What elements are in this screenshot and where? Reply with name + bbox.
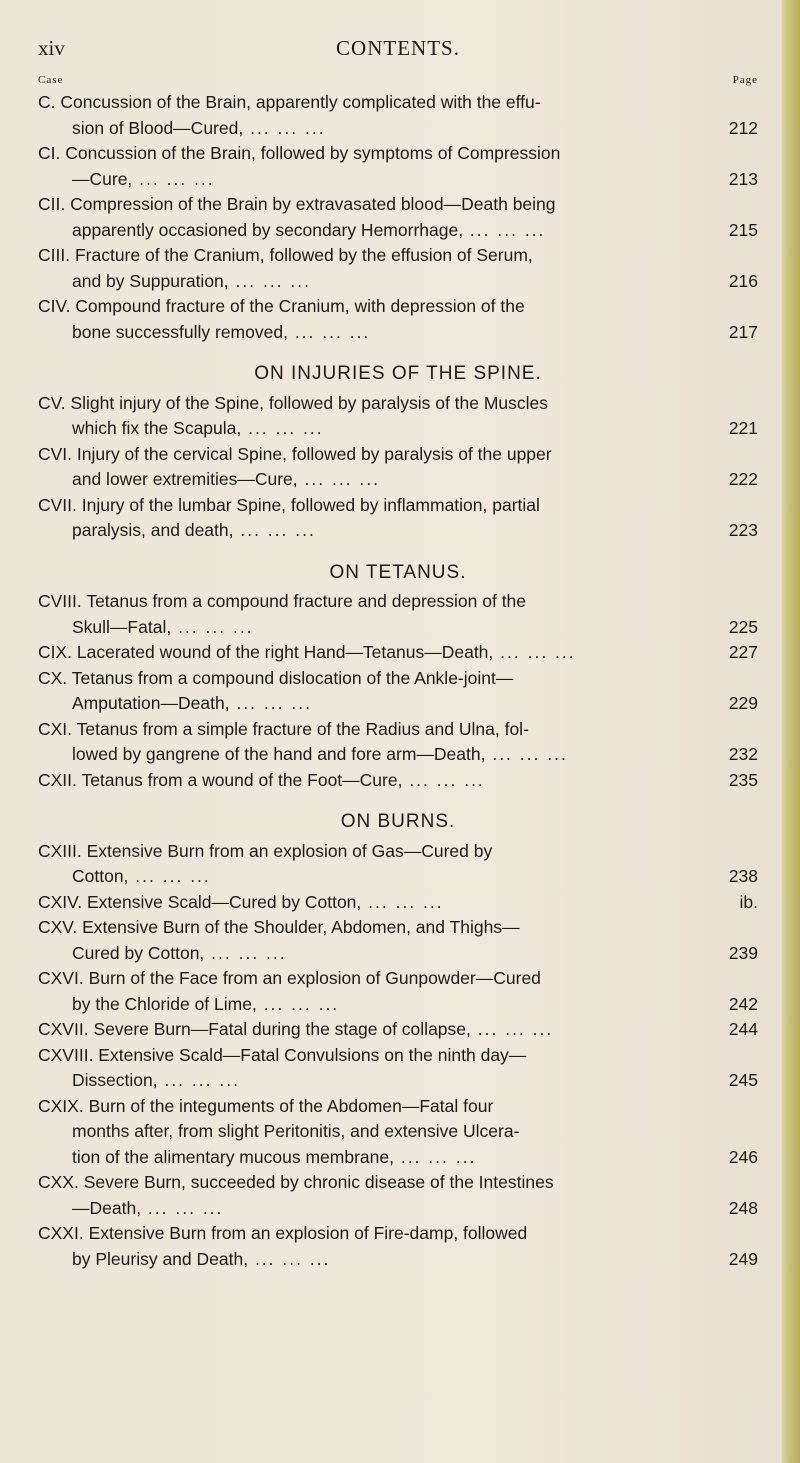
case-number: CXIX.: [38, 1095, 89, 1116]
contents-entry[interactable]: [38, 890, 758, 916]
leader-dots: ... ... ...: [241, 418, 324, 438]
contents-entry[interactable]: [38, 640, 758, 666]
page-number: 249: [728, 1248, 758, 1269]
case-title-line: Burn of the Face from an explosion of Gunpowder—Cured: [88, 968, 541, 988]
page-edge: [782, 0, 800, 1463]
page-number: 225: [728, 616, 758, 637]
case-title-line: apparently occasioned by secondary Hemorrhage,: [72, 219, 464, 240]
contents-entry[interactable]: [38, 966, 758, 1017]
case-title-line: Injury of the cervical Spine, followed by paralysis of the upper: [76, 443, 552, 464]
leader-dots: ... ... ...: [493, 642, 576, 662]
column-labels: [38, 74, 758, 90]
case-title-line: Compression of the Brain by extravasated blood—Death being: [70, 194, 556, 214]
page-number: 223: [728, 520, 758, 540]
page-number: 217: [728, 321, 758, 342]
page-number: ib.: [739, 891, 758, 912]
case-title-line: Dissection,: [72, 1070, 158, 1090]
case-title-line: and lower extremities—Cure,: [72, 469, 298, 489]
case-number: CVII.: [38, 494, 82, 515]
page-number: 222: [728, 469, 758, 489]
case-title-line: Extensive Scald—Fatal Convulsions on the ninth day—: [98, 1044, 527, 1065]
case-number: CXXI.: [38, 1223, 89, 1243]
section-heading: ON INJURIES OF THE SPINE.: [254, 363, 542, 384]
case-title-line: which fix the Scapula,: [72, 418, 242, 438]
leader-dots: ... ... ...: [171, 616, 254, 637]
case-title-line: Extensive Burn of the Shoulder, Abdomen, and Thighs—: [82, 917, 520, 937]
leader-dots: ... ... ...: [233, 520, 316, 540]
contents-entry[interactable]: [38, 1221, 758, 1272]
case-title-line: paralysis, and death,: [72, 520, 234, 540]
contents-entry[interactable]: [38, 1017, 758, 1043]
case-title-line: Cotton,: [72, 866, 129, 886]
case-number: CX.: [38, 667, 72, 688]
case-number: CIII.: [38, 245, 75, 265]
page-number: 239: [728, 942, 758, 963]
case-number: CXV.: [38, 917, 83, 937]
case-title-line: —Death,: [72, 1197, 142, 1218]
page-number: 229: [728, 693, 758, 713]
case-number: CV.: [38, 392, 71, 413]
leader-dots: ... ... ...: [256, 993, 340, 1014]
contents-list: [38, 90, 758, 1272]
case-title-line: Tetanus from a simple fracture of the Radius and Ulna, fol-: [76, 718, 529, 739]
page-number: 235: [728, 769, 758, 790]
section-heading: ON BURNS.: [340, 811, 456, 832]
contents-entry[interactable]: [38, 243, 758, 294]
case-title-line: lowed by gangrene of the hand and fore arm—Death,: [72, 744, 486, 764]
case-title-line: Extensive Burn from an explosion of Gas—Cured by: [86, 840, 493, 861]
running-title: CONTENTS.: [336, 36, 460, 60]
case-title-line: Concussion of the Brain, apparently complicated with the effu-: [60, 92, 541, 112]
page-folio: xiv: [38, 36, 65, 60]
case-number: CIX.: [38, 642, 77, 662]
case-number: C.: [38, 92, 61, 112]
page-number: 248: [728, 1197, 758, 1218]
case-number: CVIII.: [38, 591, 87, 611]
case-title-line: Lacerated wound of the right Hand—Tetanus—Death,: [76, 642, 494, 662]
case-number: CXVII.: [38, 1019, 94, 1039]
page-number: 216: [728, 270, 758, 291]
leader-dots: ... ... ...: [157, 1070, 240, 1090]
case-title-line: Compound fracture of the Cranium, with depression of the: [75, 296, 525, 316]
page-number: 244: [728, 1019, 758, 1039]
case-number: CXIV.: [38, 891, 87, 912]
page-number: 221: [728, 418, 758, 438]
case-number: CII.: [38, 194, 71, 214]
case-column-label: Case: [38, 74, 64, 86]
leader-dots: ... ... ...: [228, 270, 312, 291]
case-title-line: Extensive Burn from an explosion of Fire-damp, followed: [88, 1223, 528, 1243]
leader-dots: ... ... ...: [204, 942, 287, 963]
contents-entry[interactable]: [38, 768, 758, 794]
leader-dots: ... ... ...: [141, 1197, 224, 1218]
contents-entry[interactable]: [38, 1043, 758, 1094]
leader-dots: ... ... ...: [229, 693, 312, 713]
page-number: 245: [728, 1070, 758, 1090]
case-title-line: Cured by Cotton,: [72, 942, 205, 963]
leader-dots: ... ... ...: [361, 891, 444, 912]
leader-dots: ... ... ...: [297, 469, 380, 489]
leader-dots: ... ... ...: [248, 1248, 331, 1269]
case-title-line: Slight injury of the Spine, followed by paralysis of the Muscles: [70, 392, 549, 413]
page-number: 232: [728, 744, 758, 764]
case-title-line: Skull—Fatal,: [72, 616, 172, 637]
case-title-line: Concussion of the Brain, followed by symptoms of Compression: [65, 143, 561, 163]
case-number: CVI.: [38, 443, 77, 464]
case-title-line: Severe Burn—Fatal during the stage of collapse,: [93, 1019, 471, 1039]
case-title-line: months after, from slight Peritonitis, and extensive Ulcera-: [72, 1121, 520, 1141]
case-title-line: —Cure,: [72, 168, 133, 189]
page-header: [38, 36, 758, 66]
page-number: 242: [728, 993, 758, 1014]
contents-entry[interactable]: [38, 839, 758, 890]
page-number: 213: [728, 168, 758, 189]
contents-entry[interactable]: [38, 141, 758, 192]
case-number: CXX.: [38, 1172, 84, 1192]
case-title-line: Tetanus from a compound dislocation of the Ankle-joint—: [71, 667, 514, 688]
contents-entry[interactable]: [38, 294, 758, 345]
contents-entry[interactable]: [38, 717, 758, 768]
leader-dots: ... ... ...: [287, 321, 371, 342]
case-number: CXI.: [38, 718, 77, 739]
leader-dots: ... ... ...: [485, 744, 568, 764]
case-title-line: Extensive Scald—Cured by Cotton,: [86, 891, 362, 912]
leader-dots: ... ... ...: [402, 769, 485, 790]
page-number: 238: [728, 866, 758, 886]
case-title-line: and by Suppuration,: [72, 270, 229, 291]
case-number: CXII.: [38, 769, 82, 790]
leader-dots: ... ... ...: [393, 1146, 477, 1167]
case-title-line: Fracture of the Cranium, followed by the effusion of Serum,: [74, 245, 533, 265]
leader-dots: ... ... ...: [470, 1019, 554, 1039]
case-title-line: sion of Blood—Cured,: [72, 117, 244, 138]
contents-entry[interactable]: [38, 1170, 758, 1221]
case-number: CXVI.: [38, 968, 89, 988]
page-column-label: Page: [732, 74, 758, 86]
contents-entry[interactable]: [38, 391, 758, 442]
case-title-line: bone successfully removed,: [72, 321, 288, 342]
leader-dots: ... ... ...: [243, 117, 326, 138]
case-title-line: by Pleurisy and Death,: [72, 1248, 249, 1269]
page-number: 212: [728, 117, 758, 138]
page-number: 246: [728, 1146, 758, 1167]
case-number: CXIII.: [38, 840, 87, 861]
contents-entry[interactable]: [38, 666, 758, 717]
case-number: CI.: [38, 143, 66, 163]
case-title-line: Burn of the integuments of the Abdomen—Fatal four: [88, 1095, 494, 1116]
case-title-line: by the Chloride of Lime,: [72, 993, 257, 1014]
leader-dots: ... ... ...: [128, 866, 211, 886]
leader-dots: ... ... ...: [132, 168, 215, 189]
contents-entry[interactable]: [38, 493, 758, 544]
case-title-line: tion of the alimentary mucous membrane,: [72, 1146, 394, 1167]
case-number: CXVIII.: [38, 1044, 99, 1065]
case-number: CIV.: [38, 296, 76, 316]
contents-entry[interactable]: [38, 589, 758, 640]
leader-dots: ... ... ...: [463, 219, 546, 240]
page-number: 227: [728, 642, 758, 662]
case-title-line: Tetanus from a wound of the Foot—Cure,: [81, 769, 403, 790]
case-title-line: Severe Burn, succeeded by chronic disease of the Intestines: [83, 1172, 554, 1192]
contents-entry[interactable]: [38, 1094, 758, 1171]
contents-entry[interactable]: [38, 442, 758, 493]
contents-entry[interactable]: [38, 90, 758, 141]
case-title-line: Tetanus from a compound fracture and depression of the: [86, 591, 527, 611]
contents-entry[interactable]: [38, 915, 758, 966]
page-number: 215: [728, 219, 758, 240]
case-title-line: Injury of the lumbar Spine, followed by inflammation, partial: [81, 494, 540, 515]
section-heading: ON TETANUS.: [329, 561, 467, 583]
case-title-line: Amputation—Death,: [72, 693, 230, 713]
contents-entry[interactable]: [38, 192, 758, 243]
